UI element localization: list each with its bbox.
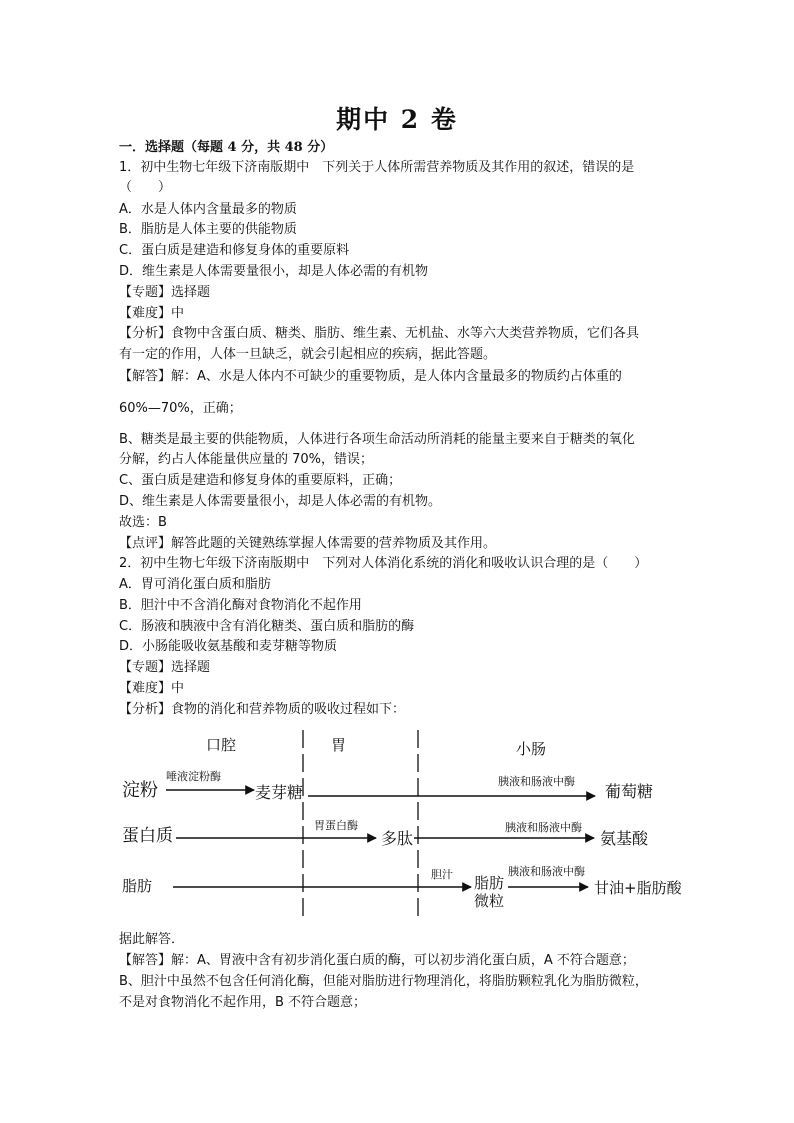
label-amino-acid: 氨基酸 bbox=[600, 829, 649, 848]
q2-option-a: A．胃可消化蛋白质和脂肪 bbox=[119, 577, 271, 592]
q1-answer-line3: B、糖类是最主要的供能物质，人体进行各项生命活动所消耗的能量主要来自于糖类的氧化 bbox=[119, 432, 635, 447]
q1-difficulty: 【难度】中 bbox=[119, 306, 185, 321]
q2-answer-line1: 【解答】解：A、胃液中含有初步消化蛋白质的酶，可以初步消化蛋白质，A 不符合题意； bbox=[119, 953, 635, 968]
label-bile: 胆汁 bbox=[431, 868, 453, 881]
q2-option-d: D．小肠能吸收氨基酸和麦芽糖等物质 bbox=[119, 639, 338, 654]
label-glucose: 葡萄糖 bbox=[605, 782, 654, 801]
label-polypeptide: 多肽 bbox=[381, 829, 414, 848]
header-small-intestine: 小肠 bbox=[516, 740, 547, 758]
q1-option-d: D．维生素是人体需要量很小，却是人体必需的有机物 bbox=[119, 264, 429, 279]
label-fat: 脂肪 bbox=[122, 877, 153, 895]
q1-answer-line4: 分解，约占人体能量供应量的 70%，错误； bbox=[119, 452, 374, 467]
label-starch: 淀粉 bbox=[122, 780, 158, 801]
label-products: 甘油+脂肪酸 bbox=[594, 879, 682, 897]
label-maltose: 麦芽糖 bbox=[255, 783, 304, 802]
label-saliva-enzyme: 唾液淀粉酶 bbox=[166, 770, 221, 783]
label-enzymes-3: 胰液和肠液中酶 bbox=[508, 865, 585, 878]
section-heading: 一．选择题（每题 4 分，共 48 分） bbox=[119, 140, 334, 155]
q2-option-c: C．肠液和胰液中含有消化糖类、蛋白质和脂肪的酶 bbox=[119, 619, 415, 634]
q1-stem-line2: （ ） bbox=[119, 180, 172, 195]
q2-option-b: B．胆汁中不含消化酶对食物消化不起作用 bbox=[119, 598, 362, 613]
q1-analysis-line2: 有一定的作用，人体一旦缺乏，就会引起相应的疾病，据此答题。 bbox=[119, 347, 497, 362]
q2-answer-line3: 不是对食物消化不起作用，B 不符合题意； bbox=[119, 995, 367, 1010]
q2-topic: 【专题】选择题 bbox=[119, 660, 211, 675]
q1-answer-line2: 60%—70%，正确； bbox=[119, 401, 242, 416]
header-stomach: 胃 bbox=[331, 736, 347, 754]
q1-option-b: B．脂肪是人体主要的供能物质 bbox=[119, 222, 297, 237]
q1-comment: 【点评】解答此题的关键熟练掌握人体需要的营养物质及其作用。 bbox=[119, 536, 497, 551]
q2-stem: 2．初中生物七年级下济南版期中 下列对人体消化系统的消化和吸收认识合理的是（ ） bbox=[119, 556, 648, 571]
q1-answer-line1: 【解答】解：A、水是人体内不可缺少的重要物质，是人体内含量最多的物质约占体重的 bbox=[119, 369, 622, 384]
label-enzymes-2: 胰液和肠液中酶 bbox=[505, 821, 582, 834]
q1-answer-line5: C、蛋白质是建造和修复身体的重要原料，正确； bbox=[119, 473, 402, 488]
header-mouth: 口腔 bbox=[206, 736, 237, 754]
q1-option-a: A．水是人体内含量最多的物质 bbox=[119, 202, 297, 217]
q1-analysis-line1: 【分析】食物中含蛋白质、糖类、脂肪、维生素、无机盐、水等六大类营养物质，它们各具 bbox=[119, 326, 640, 341]
q1-option-c: C．蛋白质是建造和修复身体的重要原料 bbox=[119, 243, 350, 258]
q2-analysis: 【分析】食物的消化和营养物质的吸收过程如下： bbox=[119, 702, 406, 717]
label-pepsin: 胃蛋白酶 bbox=[314, 819, 358, 832]
q1-stem-line1: 1．初中生物七年级下济南版期中 下列关于人体所需营养物质及其作用的叙述，错误的是 bbox=[119, 160, 635, 175]
q2-answer-line2: B、胆汁中虽然不包含任何消化酶，但能对脂肪进行物理消化，将脂肪颗粒乳化为脂肪微粒， bbox=[119, 974, 648, 989]
label-protein: 蛋白质 bbox=[122, 826, 173, 846]
label-fat-particle-2: 微粒 bbox=[474, 892, 505, 910]
label-enzymes-1: 胰液和肠液中酶 bbox=[498, 775, 575, 788]
q1-topic: 【专题】选择题 bbox=[119, 285, 211, 300]
page-title: 期中 2 卷 bbox=[336, 105, 458, 134]
q1-answer-line6: D、维生素是人体需要量很小，却是人体必需的有机物。 bbox=[119, 494, 442, 509]
q2-difficulty: 【难度】中 bbox=[119, 681, 185, 696]
digestion-diagram bbox=[118, 728, 698, 928]
label-fat-particle-1: 脂肪 bbox=[474, 874, 505, 892]
q1-choice: 故选：B bbox=[119, 515, 167, 530]
q2-after-diagram: 据此解答． bbox=[119, 932, 185, 947]
